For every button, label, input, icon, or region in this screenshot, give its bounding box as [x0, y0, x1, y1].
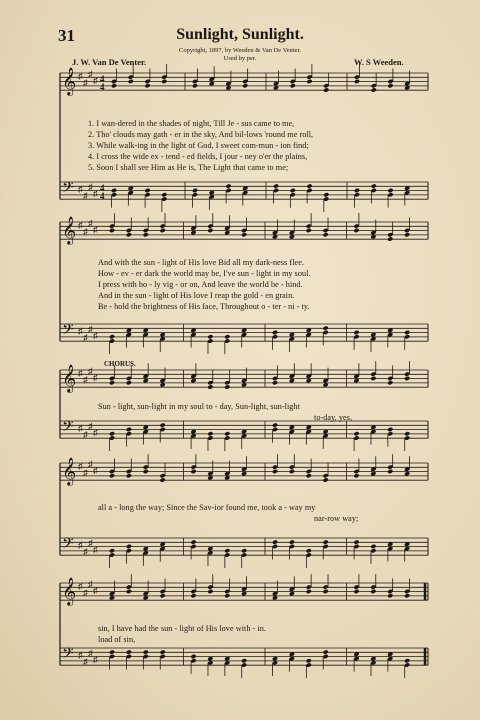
sharp-sign: ♯	[88, 68, 93, 79]
verse-line-1-1: 1. I wan-dered in the shades of night, Till Je - sus came to me,	[88, 119, 295, 128]
sharp-sign: ♯	[93, 465, 98, 476]
treble-note	[109, 228, 115, 233]
bass-note	[404, 658, 410, 663]
bass-note	[225, 183, 231, 188]
bass-clef-icon: 𝄢	[62, 418, 74, 439]
treble-note	[387, 593, 393, 598]
bass-note	[306, 548, 312, 553]
bass-note	[272, 539, 278, 544]
sharp-sign: ♯	[83, 226, 88, 237]
verse-line-2-5: Be - hold the brightness of His face, Throughout o - ter - ni - ty.	[98, 302, 310, 311]
sharp-sign: ♯	[93, 585, 98, 596]
bass-note	[323, 539, 329, 544]
sharp-sign: ♯	[83, 332, 88, 343]
sharp-sign: ♯	[93, 654, 98, 665]
treble-note	[192, 83, 198, 88]
bass-note	[160, 422, 166, 427]
treble-note	[290, 83, 296, 88]
sharp-sign: ♯	[78, 184, 83, 194]
composer-credit: W. S Weeden.	[354, 57, 404, 67]
chorus-line-2: all a - long the way; Since the Sav-ior found me, took a - way my	[98, 503, 316, 512]
treble-note	[144, 83, 150, 88]
sharp-sign: ♯	[88, 578, 93, 589]
sharp-sign: ♯	[88, 217, 93, 228]
time-signature: 4	[100, 191, 105, 201]
bass-note	[161, 192, 167, 197]
sharp-sign: ♯	[83, 467, 88, 478]
treble-clef-icon: 𝄞	[62, 577, 77, 605]
treble-note	[190, 593, 196, 598]
treble-note	[207, 228, 213, 233]
treble-note	[160, 477, 166, 482]
chorus-line-3: sin, I have had the sun - light of His love with - in.	[98, 624, 267, 633]
bass-note	[207, 431, 213, 436]
bass-note	[224, 334, 230, 339]
bass-clef-icon: 𝄢	[62, 645, 74, 666]
verse-line-1-3: 3. While walk-ing in the light of God, I sweet com-mun - ion find;	[88, 141, 309, 150]
bass-clef-icon: 𝄢	[62, 535, 74, 556]
treble-clef-icon: 𝄞	[62, 364, 77, 392]
bass-note	[353, 539, 359, 544]
treble-note	[323, 232, 329, 237]
sharp-sign: ♯	[83, 587, 88, 598]
bass-note	[143, 649, 149, 654]
bass-note	[109, 548, 115, 553]
sharp-sign: ♯	[83, 374, 88, 385]
bass-note	[190, 654, 196, 659]
verse-line-1-4: 4. I cross the wide ex - tend - ed fields, I jour - ney o'er the plains,	[88, 152, 308, 161]
bass-note	[126, 427, 132, 432]
treble-note	[109, 473, 115, 478]
bass-note	[370, 544, 376, 549]
verse-line-2-4: And in the sun - light of His love I reap the gold - en grain.	[98, 291, 295, 300]
treble-note	[354, 79, 360, 84]
treble-note	[109, 380, 115, 385]
chorus-line-2-alt: nar-row way;	[314, 514, 359, 523]
treble-note	[387, 380, 393, 385]
treble-note	[160, 593, 166, 598]
verse-line-1-2: 2. Tho' clouds may gath - er in the sky, And bil-lows 'round me roll,	[88, 130, 314, 139]
treble-note	[306, 473, 312, 478]
bass-note	[241, 658, 247, 663]
chorus-label: CHORUS.	[104, 360, 136, 368]
chorus-line-1: Sun - light, sun-light in my soul to - day, Sun-light, sun-light	[98, 402, 300, 411]
bass-note	[224, 548, 230, 553]
bass-note	[404, 330, 410, 335]
copyright-notice: Copyright, 1897, by Weeden & Van De Venter.	[179, 47, 301, 54]
bass-note	[144, 188, 150, 193]
sharp-sign: ♯	[93, 188, 98, 199]
treble-note	[126, 473, 132, 478]
bass-note	[306, 183, 312, 188]
chorus-line-1-alt: to-day, yes,	[314, 413, 353, 422]
lyricist-credit: J. W. Van De Venter.	[72, 57, 147, 67]
sharp-sign: ♯	[83, 656, 88, 667]
bass-note	[387, 427, 393, 432]
bass-note	[273, 183, 279, 188]
bass-note	[241, 548, 247, 553]
bass-note	[289, 539, 295, 544]
treble-note	[111, 83, 117, 88]
treble-note	[404, 376, 410, 381]
bass-note	[387, 188, 393, 193]
treble-note	[143, 469, 149, 474]
treble-clef-icon: 𝄞	[62, 216, 77, 244]
permission-notice: Used by per.	[223, 55, 257, 62]
sharp-sign: ♯	[78, 461, 83, 471]
treble-note	[128, 79, 134, 84]
sharp-sign: ♯	[88, 420, 93, 431]
treble-note	[207, 384, 213, 389]
treble-note	[353, 473, 359, 478]
verse-line-2-3: I press with ho - ly vig - or on, And leave the world be - hind.	[98, 280, 303, 289]
sharp-sign: ♯	[78, 220, 83, 230]
sharp-sign: ♯	[93, 330, 98, 341]
treble-note	[289, 469, 295, 474]
bass-note	[323, 325, 329, 330]
bass-note	[109, 649, 115, 654]
bass-note	[126, 649, 132, 654]
sharp-sign: ♯	[93, 544, 98, 555]
bass-note	[160, 649, 166, 654]
treble-note	[306, 589, 312, 594]
bass-note	[224, 431, 230, 436]
sharp-sign: ♯	[83, 190, 88, 201]
time-signature: 4	[100, 74, 105, 84]
treble-note	[190, 469, 196, 474]
treble-note	[143, 232, 149, 237]
treble-clef-icon: 𝄞	[62, 457, 77, 485]
bass-note	[109, 334, 115, 339]
sharp-sign: ♯	[93, 224, 98, 235]
sharp-sign: ♯	[83, 546, 88, 557]
sharp-sign: ♯	[93, 75, 98, 86]
bass-clef-icon: 𝄢	[62, 321, 74, 342]
treble-note	[126, 589, 132, 594]
time-signature: 4	[100, 82, 105, 92]
bass-note	[272, 422, 278, 427]
treble-note	[241, 232, 247, 237]
treble-note	[387, 83, 393, 88]
treble-note	[272, 469, 278, 474]
treble-note	[404, 232, 410, 237]
treble-note	[161, 79, 167, 84]
treble-note	[370, 589, 376, 594]
treble-note	[126, 380, 132, 385]
sharp-sign: ♯	[93, 372, 98, 383]
sharp-sign: ♯	[78, 71, 83, 81]
bass-note	[354, 188, 360, 193]
treble-note	[323, 87, 329, 92]
sharp-sign: ♯	[83, 429, 88, 440]
bass-note	[207, 334, 213, 339]
bass-note	[190, 539, 196, 544]
sharp-sign: ♯	[88, 323, 93, 334]
treble-note	[323, 589, 329, 594]
sharp-sign: ♯	[83, 77, 88, 88]
verse-line-2-1: And with the sun - light of His love Bid all my dark-ness flee.	[98, 258, 304, 267]
treble-note	[404, 593, 410, 598]
sharp-sign: ♯	[78, 581, 83, 591]
treble-note	[370, 376, 376, 381]
treble-note	[387, 469, 393, 474]
treble-note	[160, 228, 166, 233]
sharp-sign: ♯	[88, 181, 93, 192]
treble-note	[306, 228, 312, 233]
bass-note	[126, 544, 132, 549]
sharp-sign: ♯	[78, 650, 83, 660]
bass-note	[353, 330, 359, 335]
treble-note	[207, 589, 213, 594]
treble-note	[371, 87, 377, 92]
sharp-sign: ♯	[78, 368, 83, 378]
treble-note	[323, 477, 329, 482]
hymn-number: 31	[58, 26, 75, 45]
bass-note	[272, 330, 278, 335]
bass-note	[323, 649, 329, 654]
bass-note	[290, 188, 296, 193]
bass-note	[306, 658, 312, 663]
time-signature: 4	[100, 183, 105, 193]
bass-note	[111, 188, 117, 193]
bass-note	[323, 192, 329, 197]
treble-note	[272, 380, 278, 385]
treble-note	[353, 589, 359, 594]
hymn-title: Sunlight, Sunlight.	[176, 26, 304, 43]
sharp-sign: ♯	[78, 423, 83, 433]
bass-note	[371, 183, 377, 188]
sharp-sign: ♯	[78, 326, 83, 336]
treble-note	[306, 79, 312, 84]
treble-note	[353, 228, 359, 233]
treble-note	[126, 232, 132, 237]
sharp-sign: ♯	[88, 647, 93, 658]
bass-note	[109, 431, 115, 436]
verse-line-2-2: How - ev - er dark the world may be, I've sun - light in my soul.	[98, 269, 311, 278]
treble-note	[224, 593, 230, 598]
treble-clef-icon: 𝄞	[62, 67, 77, 95]
sharp-sign: ♯	[78, 540, 83, 550]
bass-note	[192, 188, 198, 193]
bass-clef-icon: 𝄢	[62, 179, 74, 200]
sharp-sign: ♯	[88, 537, 93, 548]
sharp-sign: ♯	[88, 458, 93, 469]
treble-note	[224, 384, 230, 389]
sharp-sign: ♯	[88, 365, 93, 376]
treble-note	[387, 236, 393, 241]
chorus-line-3-alt: load of sin,	[98, 635, 136, 644]
bass-note	[353, 431, 359, 436]
treble-note	[242, 83, 248, 88]
verse-line-1-5: 5. Soon I shall see Him as He is, The Light that came to me;	[88, 163, 289, 172]
bass-note	[404, 431, 410, 436]
sharp-sign: ♯	[93, 427, 98, 438]
